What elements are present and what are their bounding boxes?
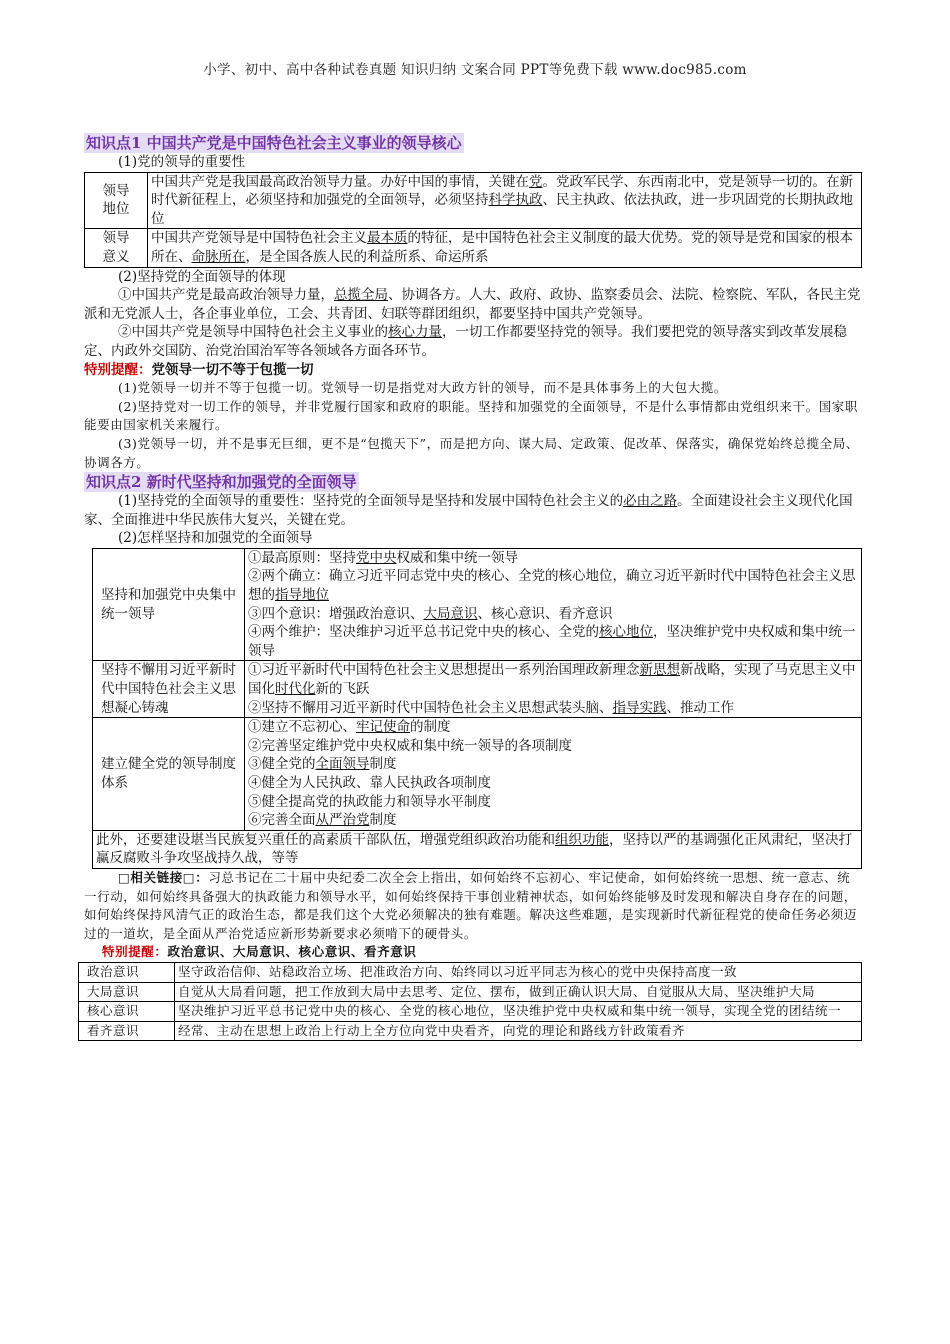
row-label: 核心意识: [79, 1002, 175, 1022]
table-row: [79, 962, 862, 982]
kp2-title: 知识点2 新时代坚持和加强党的全面领导: [86, 473, 357, 492]
table-row: [79, 1002, 862, 1022]
special-reminder: 特别提醒：党领导一切不等于包揽一切: [84, 361, 314, 378]
row-label: 大局意识: [79, 982, 175, 1002]
row-content: ①习近平新时代中国特色社会主义思想提出一系列治国理政新理念新思想新战略，实现了马克思主义中国化时代化新的飞跃 ②坚持不懈用习近平新时代中国特色社会主义思想武装头脑、指导实践、推动工作: [245, 661, 862, 718]
table-row: [93, 718, 862, 831]
row-label: 坚持不懈用习近平新时代中国特色社会主义思想凝心铸魂: [93, 661, 245, 718]
related-link: □相关链接□：习总书记在二十届中央纪委二次全会上指出，如何始终不忘初心、牢记使命，如何始终统一思想、统一意志、统一行动，如何始终具备强大的执政能力和领导水平，如何始终保持干事创业精神状态，如何始终能够及时发现和解决自身存在的问题，如何始终保持风清气正的政治生态，都是我们这个大党必须解决的独有难题。解决这些难题，是实现新时代新征程党的使命任务必须迈过的一道坎，是全面从严治党适应新形势新要求必须啃下的硬骨头。: [84, 869, 857, 941]
table-row: [85, 172, 862, 229]
row-label-position: 领导 地位: [85, 172, 148, 229]
kp1-section1-title: (1)党的领导的重要性: [118, 154, 246, 170]
row-content: 自觉从大局看问题，把工作放到大局中去思考、定位、摆布，做到正确认识大局、自觉服从大局、坚决维护大局: [175, 982, 862, 1002]
row-label: 建立健全党的领导制度体系: [93, 718, 245, 831]
table-row: [93, 548, 862, 661]
leadership-importance-table: [84, 172, 862, 268]
table-row: [93, 661, 862, 718]
table-row: [79, 982, 862, 1002]
consciousness-table: [78, 962, 862, 1041]
row-content: 坚决维护习近平总书记党中央的核心、全党的核心地位，坚决维护党中央权威和集中统一领导，实现全党的团结统一: [175, 1002, 862, 1022]
row-content: ①建立不忘初心、牢记使命的制度 ②完善坚定维护党中央权威和集中统一领导的各项制度 ③健全党的全面领导制度 ④健全为人民执政、靠人民执政各项制度 ⑤健全提高党的执政能力和领导水平制度 ⑥完善全面从严治党制度: [245, 718, 862, 831]
note-item: (3)党领导一切，并不是事无巨细，更不是“包揽天下”，而是把方向、谋大局、定政策、促改革、保落实，确保党始终总揽全局、协调各方。: [84, 435, 859, 470]
row-content: 中国共产党领导是中国特色社会主义最本质的特征，是中国特色社会主义制度的最大优势。党的领导是党和国家的根本所在、命脉所在，是全国各族人民的利益所系、命运所系: [148, 229, 862, 267]
row-label: 看齐意识: [79, 1021, 175, 1041]
row-label-significance: 领导 意义: [85, 229, 148, 267]
paragraph: ①中国共产党是最高政治领导力量，总揽全局、协调各方。人大、政府、政协、监察委员会、法院、检察院、军队，各民主党派和无党派人士，各企事业单位，工会、共青团、妇联等群团组织，都要坚持中国共产党领导。: [84, 287, 861, 322]
kp2-section2-title: (2)怎样坚持和加强党的全面领导: [118, 530, 313, 547]
row-label: 政治意识: [79, 962, 175, 982]
row-label: 坚持和加强党中央集中统一领导: [93, 548, 245, 661]
document-body: [84, 133, 862, 1041]
note-item: (2)坚持党对一切工作的领导，并非党履行国家和政府的职能。坚持和加强党的全面领导，不是什么事情都由党组织来干。国家职能要由国家机关来履行。: [84, 398, 859, 433]
table-row: [79, 1021, 862, 1041]
row-content: 经常、主动在思想上政治上行动上全方位向党中央看齐，向党的理论和路线方针政策看齐: [175, 1021, 862, 1041]
row-content: 坚守政治信仰、站稳政治立场、把准政治方向、始终同以习近平同志为核心的党中央保持高度一致: [175, 962, 862, 982]
paragraph: ②中国共产党是领导中国特色社会主义事业的核心力量，一切工作都要坚持党的领导。我们要把党的领导落实到改革发展稳定、内政外交国防、治党治国治军等各领域各方面各环节。: [84, 324, 847, 359]
table-row: [85, 229, 862, 267]
kp1-title: 知识点1 中国共产党是中国特色社会主义事业的领导核心: [86, 134, 462, 152]
row-content: 中国共产党是我国最高政治领导力量。办好中国的事情，关键在党。党政军民学、东西南北中，党是领导一切的。在新时代新征程上，必须坚持和加强党的全面领导，必须坚持科学执政、民主执政、依法执政，进一步巩固党的长期执政地位: [148, 172, 862, 229]
special-reminder: 特别提醒：政治意识、大局意识、核心意识、看齐意识: [102, 944, 417, 960]
row-content: 此外，还要建设堪当民族复兴重任的高素质干部队伍，增强党组织政治功能和组织功能，坚持以严的基调强化正风肃纪，坚决打赢反腐败斗争攻坚战持久战，等等: [93, 830, 862, 868]
kp1-section2-title: (2)坚持党的全面领导的体现: [118, 268, 286, 285]
table-row: [93, 830, 862, 868]
row-content: ①最高原则：坚持党中央权威和集中统一领导 ②两个确立：确立习近平同志党中央的核心、全党的核心地位，确立习近平新时代中国特色社会主义思想的指导地位 ③四个意识：增强政治意识、大局意识、核心意识、看齐意识 ④两个维护：坚决维护习近平总书记党中央的核心、全党的核心地位，坚决维护党中央权威和集中统一领导: [245, 548, 862, 661]
page-header: 小学、初中、高中各种试卷真题 知识归纳 文案合同 PPT等免费下载 www.doc985.com: [203, 62, 747, 78]
note-item: (1)党领导一切并不等于包揽一切。党领导一切是指党对大政方针的领导，而不是具体事务上的大包大揽。: [118, 380, 728, 396]
how-to-table: [92, 548, 862, 869]
paragraph: (1)坚持党的全面领导的重要性：坚持党的全面领导是坚持和发展中国特色社会主义的必由之路。全面建设社会主义现代化国家、全面推进中华民族伟大复兴，关键在党。: [84, 493, 853, 528]
